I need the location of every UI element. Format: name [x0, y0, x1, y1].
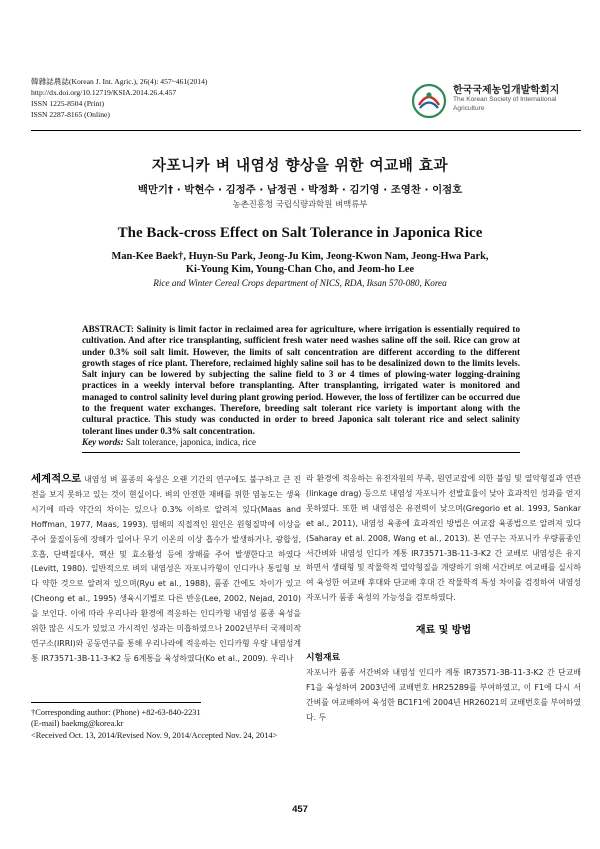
keywords: [82, 437, 520, 447]
society-name-en: The Korean Society of International Agriculture: [453, 96, 557, 112]
journal-meta: [31, 76, 331, 120]
header-divider: [31, 130, 581, 131]
abstract-label: ABSTRACT:: [82, 324, 134, 334]
title-english: The Back-cross Effect on Salt Tolerance in Japonica Rice: [117, 225, 483, 241]
section-materials-methods: 재료 및 방법: [415, 625, 472, 637]
society-logo: [411, 79, 581, 125]
issn-print: ISSN 1225-8504 (Print): [31, 99, 104, 108]
authors-english-line2: Ki-Young Kim, Young-Chan Cho, and Jeom-ho Lee: [185, 263, 415, 275]
intro-text-right: 라 환경에 적응하는 유전자원의 부족, 원연교잡에 의한 불임 및 열악형질과 연관(linkage drag) 등으로 내염성 자포니카 선발효율이 낮아 효과적인 성과를 얻지 못하였다. 또한 벼 내염성은 유전력이 낮으며(Gregorio et al. 1993, Sankar et al., 2011), 내염성 육종에 효과적인 방법은 여교잡 육종법으로 알려져 있다(Saharay et al. 2008, Wang et al., 2013). 본 연구는 자포니카 우량품종인 서간벼와 내염성 인디카 계통 IR73571-3B-11-3-K2 간 교배로 내염성은 유지하면서 생태형 및 작물학적 열악형질을 개량하기 위해 서간벼로 여교배를 실시하여 육성한 여교배 후대와 단교배 후대 간 작물학적 특성 차이를 검정하여 내염성 자포니카 품종 육성의 가능성을 검토하였다.: [306, 474, 581, 603]
authors-english: [0, 251, 600, 276]
materials-text: 자포니카 품종 서간벼와 내염성 인디카 계통 IR73571-3B-11-3-K2 간 단교배 F1을 육성하여 2003년에 교배번호 HR25289를 부여하였고, 이 F1에 다시 서간벼를 여교배하여 육성한 BC1F1에 2004년 HR26021의 교배번호를 부여하였다. 두: [306, 667, 581, 722]
body-column-left: [31, 472, 301, 667]
society-emblem-icon: [411, 83, 447, 119]
page-number: 457: [292, 804, 308, 815]
footnote-corresponding: †Corresponding author: (Phone) +82-63-840-2231: [31, 708, 201, 717]
intro-paragraph: [31, 472, 301, 667]
journal-citation: 韓雜誌農誌(Korean J. Int. Agric.), 26(4): 457~461(2014): [31, 77, 208, 86]
abstract: [82, 324, 520, 437]
footnote-divider: [31, 702, 201, 703]
doi-link[interactable]: http://dx.doi.org/10.12719/KSIA.2014.26.4.457: [31, 88, 177, 97]
authors-english-line1: Man-Kee Baek†, Huyn-Su Park, Jeong-Ju Kim, Jeong-Kwon Nam, Jeong-Hwa Park,: [111, 251, 489, 262]
authors-korean: 백만기† · 박현수 · 김정주 · 남정권 · 박정화 · 김기영 · 조영찬 · 이점호: [137, 184, 463, 196]
society-name-ko: 한국국제농업개발학회지: [453, 85, 560, 96]
keywords-text: Salt tolerance, japonica, indica, rice: [125, 437, 256, 447]
issn-online: ISSN 2287-8165 (Online): [31, 110, 110, 119]
intro-heading: 세계적으로: [31, 473, 82, 485]
body-column-right: [306, 472, 581, 726]
footnote-received: <Received Oct. 13, 2014/Revised Nov. 9, 2014/Accepted Nov. 24, 2014>: [31, 730, 278, 740]
title-korean: 자포니카 벼 내염성 향상을 위한 여교배 효과: [151, 157, 449, 174]
footnote: [31, 707, 301, 741]
intro-text-left: 내염성 벼 품종의 육성은 오랜 기간의 연구에도 불구하고 큰 진전을 보지 못하고 있는 것이 현실이다. 벼의 안전한 재배를 위한 염농도는 생육시기에 따라 약간의 차이는 있으나 0.3% 이하로 알려져 있다(Maas and Hoffman, 1977, Maas, 1993). 염해의 직접적인 원인은 원형질막에 이상을 주어 물질이동에 장해가 일어나 무기 이온의 이상 흡수가 발생하거나, 광합성, 호흡, 단백질대사, 핵산 및 효소활성 등에 장해를 주어 발생한다고 하였다(Levitt, 1980). 일반적으로 벼의 내염성은 자포니카형이 인디카나 통일형 보다 약한 것으로 알려져 있으며(Ryu et al., 1988), 품종 간에도 차이가 있고(Cheong et al., 1995) 생육시기별로 다른 반응(Lee, 2002, Nejad, 2010)을 보인다. 이에 따라 우리나라 환경에 적응하는 인디카형 내염성 품종 육성을 위한 많은 시도가 있었고 가시적인 성과는 미흡하였으나 2002년부터 국제미작연구소(IRRI)와 공동연구를 통해 우리나라에 적응하는 인디카형 우량 내염성계통 IR73571-3B-11-3-K2 등 6계통을 육성하였다(Ko et al., 2009). 우리나: [31, 475, 302, 663]
subsection-test-material: 시험재료: [306, 653, 340, 664]
abstract-divider: [82, 452, 520, 453]
affiliation-english: Rice and Winter Cereal Crops department of NICS, RDA, Iksan 570-080, Korea: [153, 278, 447, 288]
abstract-text: Salinity is limit factor in reclaimed area for agriculture, where irrigation is essentially required to cultivation. And after rice transplanting, sufficient fresh water need washes saline off the soil. Rice can grow at under 0.3% soil salt limit. However, the limits of salt concentration are different according to the different growth stages of rice plant. Therefore, reclaimed highly saline soil has to be desalinized down to the limits levels. Salt injury can be lowered by subjecting the saline field to 3 or 4 times of plowing-water logging-draining practices in a weekly interval before transplanting. After transplanting, irrigated water is monitored and managed to control salinity level during plant growing period. However, the loss of fertilizer can be occurred due to the frequent water exchanges. Therefore, breeding salt tolerant rice variety is important along with the cultural practice. This study was conducted in order to breed Japonica salt tolerant rice and select salinity tolerant lines under 0.3% salt concentration.: [82, 324, 520, 436]
keywords-label: Key words:: [82, 437, 124, 447]
affiliation-korean: 농촌진흥청 국립식량과학원 벼맥류부: [232, 199, 368, 209]
footnote-email: (E-mail) baekmg@korea.kr: [31, 719, 124, 729]
